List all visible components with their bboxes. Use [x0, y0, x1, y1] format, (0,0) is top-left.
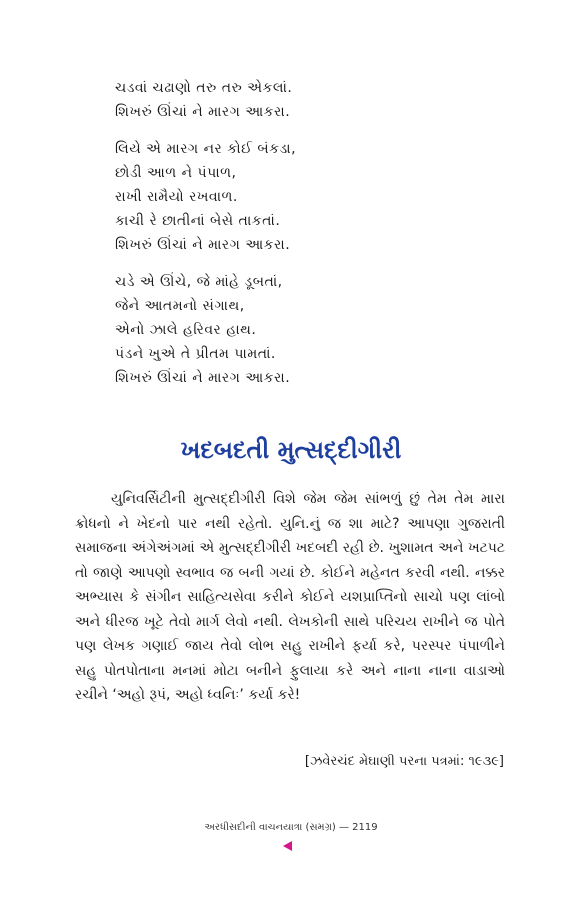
poem-line: શિખરું ઊંચાં ને મારગ આકરા. — [115, 104, 291, 120]
poem-line: રાખી રામૈયો રખવાળ. — [115, 189, 238, 205]
article-title: ખદબદતી મુત્સદ્દીગીરી — [180, 436, 402, 464]
poem-line: જેને આતમનો સંગાથ, — [115, 298, 245, 314]
citation: [ઝવેરચંદ મેઘાણી પરના પત્રમાં: ૧૯૩૯] — [304, 754, 504, 769]
article-body-paragraph — [75, 487, 505, 708]
poem-line: શિખરું ઊંચાં ને મારગ આકરા. — [115, 370, 291, 386]
article-body-text: યુનિવર્સિટીની મુત્સદ્દીગીરી વિશે જેમ જેમ સાંભળું છું તેમ તેમ મારા ક્રોધનો ને ખેદનો પાર નથી રહેતો. યુનિ.નું જ શા માટે? આપણા ગુજરાતી સમાજના અંગેઅંગમાં એ મુત્સદ્દીગીરી ખદબદી રહી છે. ખુશામત અને ખટપટ તો જાણે આપણો સ્વભાવ જ બની ગયાં છે. કોઈને મહેનત કરવી નથી. નક્કર અભ્યાસ કે સંગીન સાહિત્યસેવા કરીને કોઈને યશપ્રાપ્તિનો સાચો પણ લાંબો અને ધીરજ ખૂટે તેવો માર્ગ લેવો નથી. લેખકોની સાથે પરિચય રાખીને જ પોતે પણ લેખક ગણાઈ જાય તેવો લોભ સહુ રાખીને ફર્યા કરે, પરસ્પર પંપાળીને સહુ પોતપોતાના મનમાં મોટા બનીને ફુલાયા કરે અને નાના નાના વાડાઓ રચીને ‘અહો રૂપં, અહો ધ્વનિઃ’ કર્યા કરે! — [75, 491, 505, 703]
poem-line: લિયે એ મારગ નર કોઈ બંકડા, — [115, 141, 297, 157]
poem-line: શિખરું ઊંચાં ને મારગ આકરા. — [115, 237, 291, 253]
poem-line: ચડે એ ઊંચે, જે માંહે ડૂબતાં, — [115, 274, 283, 290]
poem-line: કાચી રે છાતીનાં બેસે તાકતાં. — [115, 213, 281, 229]
poem-stanza-3 — [115, 270, 415, 390]
poem-stanza-2 — [115, 137, 415, 257]
previous-page-arrow-icon[interactable] — [283, 841, 292, 851]
poem — [115, 76, 415, 403]
poem-line: ચડવાં ચઢાણો તરુ તરુ એકલાં. — [115, 80, 293, 96]
poem-line: એનો ઝાલે હરિવર હાથ. — [115, 322, 257, 338]
poem-line: છોડી આળ ને પંપાળ, — [115, 165, 237, 181]
poem-stanza-1 — [115, 76, 415, 124]
page-footer: અરધીસદીની વાચનયાત્રા (સમગ્ર) — 2119 — [204, 822, 378, 833]
poem-line: પંડને ખુએ તે પ્રીતમ પામતાં. — [115, 346, 276, 362]
